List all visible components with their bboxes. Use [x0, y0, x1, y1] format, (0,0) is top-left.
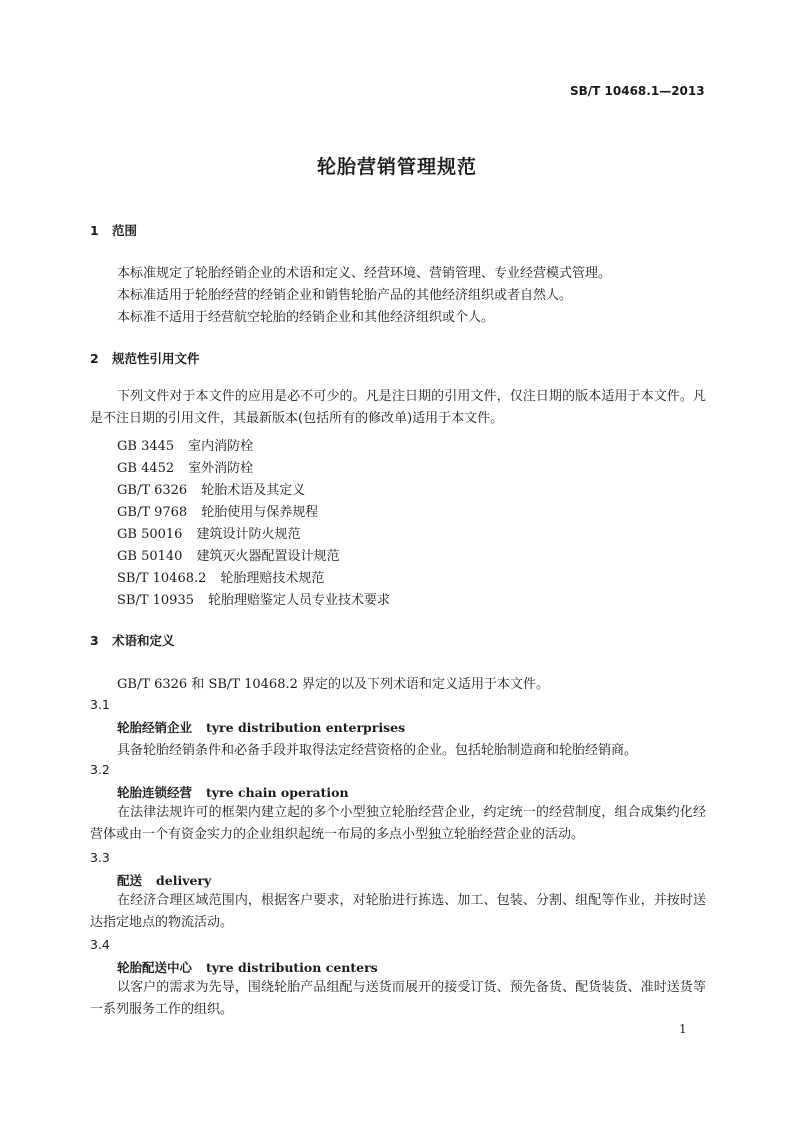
term-en: delivery [156, 873, 212, 888]
term-zh: 轮胎连锁经营 [117, 785, 193, 800]
section-2-heading [90, 349, 200, 367]
section-3-heading [90, 631, 175, 649]
reference-item [117, 501, 318, 520]
section-1-heading [90, 221, 137, 239]
reference-item [117, 545, 339, 564]
reference-title: 建筑灭火器配置设计规范 [196, 549, 340, 564]
reference-code: GB 50016 [117, 527, 183, 542]
reference-code: SB/T 10935 [117, 593, 194, 608]
reference-code: GB/T 6326 [117, 483, 188, 498]
term-heading [117, 783, 349, 801]
reference-item [117, 479, 305, 498]
term-en: tyre distribution enterprises [206, 720, 406, 735]
section-title: 范围 [112, 223, 138, 238]
standard-code: SB/T 10468.1—2013 [570, 84, 705, 98]
section-title: 术语和定义 [112, 633, 175, 648]
term-heading [117, 871, 211, 889]
term-en: tyre distribution centers [206, 960, 378, 975]
paragraph: 本标准规定了轮胎经销企业的术语和定义、经营环境、营销管理、专业经营模式管理。 [117, 266, 612, 281]
reference-code: GB 3445 [117, 439, 175, 454]
term-heading [117, 958, 378, 976]
term-heading [117, 718, 405, 736]
reference-title: 轮胎理赔鉴定人员专业技术要求 [208, 593, 391, 608]
paragraph: 下列文件对于本文件的应用是必不可少的。凡是注日期的引用文件，仅注日期的版本适用于本文件。凡是不注日期的引用文件，其最新版本(包括所有的修改单)适用于本文件。 [90, 389, 706, 426]
reference-title: 轮胎理赔技术规范 [220, 571, 325, 586]
section-title: 规范性引用文件 [112, 351, 200, 366]
paragraph: 本标准不适用于经营航空轮胎的经销企业和其他经济组织或个人。 [117, 310, 495, 325]
reference-code: GB 4452 [117, 461, 175, 476]
term-number: 3.3 [90, 850, 110, 865]
term-zh: 轮胎经销企业 [117, 720, 193, 735]
section-number: 3 [90, 633, 99, 648]
term-definition: 在经济合理区域范围内，根据客户要求，对轮胎进行拣选、加工、包装、分割、组配等作业，并按时送达指定地点的物流活动。 [90, 893, 706, 930]
term-definition: 在法律法规许可的框架内建立起的多个小型独立轮胎经营企业，约定统一的经营制度，组合成集约化经营体或由一个有资金实力的企业组织起统一布局的多点小型独立轮胎经营企业的活动。 [90, 805, 706, 842]
document-title: 轮胎营销管理规范 [316, 156, 477, 178]
reference-code: GB/T 9768 [117, 505, 188, 520]
reference-code: SB/T 10468.2 [117, 571, 207, 586]
paragraph: GB/T 6326 和 SB/T 10468.2 界定的以及下列术语和定义适用于本文件。 [117, 677, 550, 692]
reference-item [117, 567, 324, 586]
term-definition: 以客户的需求为先导，围绕轮胎产品组配与送货而展开的接受订货、预先备货、配货装货、准时送货等一系列服务工作的组织。 [90, 980, 706, 1017]
term-definition: 具备轮胎经销条件和必备手段并取得法定经营资格的企业。包括轮胎制造商和轮胎经销商。 [117, 743, 638, 758]
term-number: 3.2 [90, 762, 110, 777]
reference-item [117, 457, 253, 476]
reference-title: 室内消防栓 [188, 439, 254, 454]
reference-title: 建筑设计防火规范 [196, 527, 301, 542]
term-number: 3.1 [90, 697, 110, 712]
reference-code: GB 50140 [117, 549, 183, 564]
reference-title: 室外消防栓 [188, 461, 254, 476]
term-en: tyre chain operation [206, 785, 349, 800]
term-zh: 配送 [117, 873, 143, 888]
paragraph: 本标准适用于轮胎经营的经销企业和销售轮胎产品的其他经济组织或者自然人。 [117, 288, 573, 303]
reference-title: 轮胎术语及其定义 [201, 483, 306, 498]
section-number: 1 [90, 223, 99, 238]
reference-item [117, 523, 300, 542]
reference-item [117, 589, 390, 608]
section-number: 2 [90, 351, 99, 366]
reference-title: 轮胎使用与保养规程 [201, 505, 319, 520]
term-number: 3.4 [90, 937, 110, 952]
page-number: 1 [679, 1022, 687, 1036]
term-zh: 轮胎配送中心 [117, 960, 193, 975]
reference-item [117, 435, 253, 454]
